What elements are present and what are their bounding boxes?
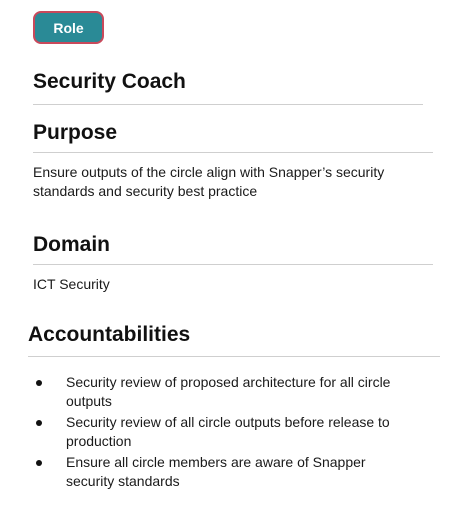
divider — [33, 152, 433, 153]
list-item-text: Security review of proposed architecture for all circle outputs — [66, 374, 391, 409]
list-item — [28, 413, 408, 451]
list-item — [28, 373, 408, 411]
list-item-text: Ensure all circle members are aware of Snapper security standards — [66, 454, 366, 489]
purpose-heading: Purpose — [33, 121, 118, 144]
domain-text: ICT Security — [33, 276, 110, 292]
role-title: Security Coach — [33, 70, 186, 93]
bullet-icon — [36, 460, 42, 466]
accountabilities-heading: Accountabilities — [28, 323, 191, 346]
list-item — [28, 453, 408, 491]
divider — [33, 264, 433, 265]
purpose-text: Ensure outputs of the circle align with Snapper’s security standards and security best practice — [33, 164, 385, 199]
role-badge[interactable]: Role — [33, 11, 104, 44]
list-item-text: Security review of all circle outputs before release to production — [66, 414, 390, 449]
divider — [33, 104, 423, 105]
bullet-icon — [36, 380, 42, 386]
bullet-icon — [36, 420, 42, 426]
divider — [28, 356, 440, 357]
domain-heading: Domain — [33, 233, 111, 256]
accountabilities-list — [28, 373, 408, 493]
